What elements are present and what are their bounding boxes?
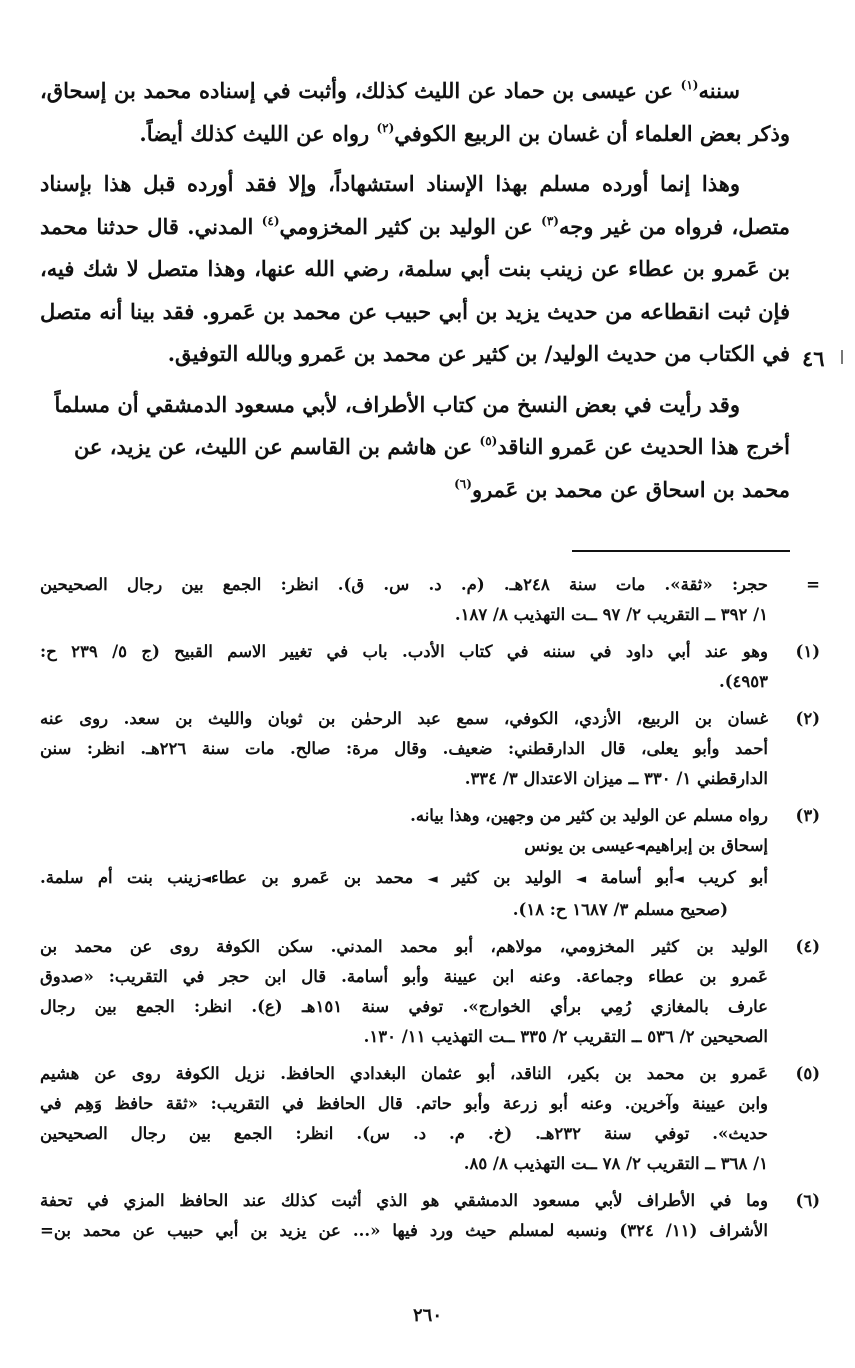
text-run: عن هاشم بن القاسم عن الليث، عن يزيد، عن محمد بن اسحاق عن محمد بن عَمرو [73, 434, 790, 502]
text-run: عن الوليد بن كثير المخزومي [279, 213, 542, 239]
footnote-line: الصحيحين ٢/ ٥٣٦ ــ التقريب ٢/ ٣٣٥ ــت التهذيب ١١/ ١٣٠. [363, 1027, 768, 1046]
paragraph-3 [40, 384, 790, 512]
arrow-left-icon: ◄ [673, 872, 684, 887]
footnote-line: وابن عيينة وآخرين. وعنه أبو زرعة وأبو حاتم. قال الحافظ في التقريب: «ثقة حافظ وَهِم في [40, 1094, 768, 1113]
footnote-number: = [806, 575, 820, 594]
arrow-left-icon: ◄ [427, 872, 438, 887]
text-run: المدني. قال حدثنا محمد بن عَمرو بن عطاء عن زينب بنت أبي سلمة، رضي الله عنها، وهذا متصل لا شك فيه، فإن ثبت انقطاعه من حديث يزيد بن أبي حبيب عن محمد بن عَمرو. فقد بينا أنه متصل في الكتاب من حديث الوليد/ بن كثير عن محمد بن عَمرو وبالله التوفيق. [40, 213, 790, 366]
footnote-line: وهو عند أبي داود في سننه في كتاب الأدب. باب في تغيير الاسم القبيح (ج ٥/ ٢٣٩ ح: [40, 642, 768, 661]
footnote-number: (٤) [795, 937, 820, 956]
chain-reference: (صحيح مسلم ٣/ ١٦٨٧ ح: ١٨). [512, 900, 728, 919]
arrow-left-icon: ◄ [634, 840, 645, 855]
isnad-chain-2 [40, 863, 768, 895]
footnote-line: رواه مسلم عن الوليد بن كثير من وجهين، وهذا بيانه. [410, 806, 768, 825]
text-run: عن عيسى بن حماد عن الليث كذلك، وأثبت في إسناده محمد بن إسحاق، وذكر بعض العلماء أن غسان بن الربيع الكوفي [40, 78, 790, 146]
footnote-ref-1[interactable]: (١) [680, 78, 699, 92]
footnote-line: الأشراف (١١/ ٣٢٤) ونسبه لمسلم حيث ورد فيها «... عن يزيد بن أبي حبيب عن محمد بن= [40, 1221, 768, 1240]
footnote-line: عارف بالمغازي رُمِي برأي الخوارج». توفي سنة ١٥١هـ (ع). انظر: الجمع بين رجال [40, 997, 768, 1016]
footnote-line: ٤٩٥٣). [718, 672, 768, 691]
footnote-ref-6[interactable]: (٦) [454, 476, 472, 491]
footnote-line: ١/ ٣٩٢ ــ التقريب ٢/ ٩٧ ــت التهذيب ٨/ ١٨٧. [454, 605, 768, 624]
arrow-left-icon: ◄ [200, 872, 211, 887]
footnote-number: (٢) [795, 709, 820, 728]
footnote-line: حديث». توفي سنة ٢٣٢هـ. (خ. م. د. س). انظر: الجمع بين رجال الصحيحين [40, 1124, 768, 1143]
footnote-line: عَمرو بن عطاء وجماعة. وعنه ابن عيينة وأبو أسامة. قال ابن حجر في التقريب: «صدوق [40, 967, 768, 986]
footnote-ref-4[interactable]: (٤) [261, 213, 280, 228]
footnote-1 [40, 637, 820, 697]
page-number: ٢٦٠ [412, 1305, 442, 1326]
text-run: وهذا إنما أورده مسلم بهذا الإسناد استشهاداً، وإلا فقد أورده قبل هذا بإسناد متصل، فرواه من غير وجه [40, 171, 790, 239]
footnote-5 [40, 1059, 820, 1179]
narrator: الوليد بن كثير [451, 868, 562, 887]
paragraph-1 [40, 70, 790, 155]
narrator: عيسى بن يونس [524, 836, 635, 855]
footnotes [40, 570, 820, 1253]
footnote-line: أحمد وأبو يعلى، قال الدارقطني: ضعيف. وقال مرة: صالح. مات سنة ٢٢٦هـ. انظر: سنن [40, 739, 768, 758]
footnote-number: (١) [795, 642, 820, 661]
main-text [40, 70, 790, 519]
narrator: أبو أسامة [600, 868, 674, 887]
footnote-number: (٣) [795, 806, 820, 825]
narrator: أبو كريب [698, 868, 768, 887]
footnote-line: الوليد بن كثير المخزومي، مولاهم، أبو محمد المدني. سكن الكوفة روى عن محمد بن [40, 937, 768, 956]
text-run: وقد رأيت في بعض النسخ من كتاب الأطراف، لأبي مسعود الدمشقي أن مسلماً أخرج هذا الحديث عن عَمرو الناقد [54, 391, 790, 459]
footnote-line: وما في الأطراف لأبي مسعود الدمشقي هو الذي أثبت كذلك عند الحافظ المزي في تحفة [40, 1191, 768, 1210]
footnote-continuation [40, 570, 820, 630]
narrator: محمد بن عَمرو بن عطاء [210, 868, 414, 887]
isnad-chain-1 [40, 831, 768, 863]
footnote-line: عَمرو بن محمد بن بكير، الناقد، أبو عثمان البغدادي الحافظ. نزيل الكوفة روى عن هشيم [40, 1064, 768, 1083]
footnote-line: الدارقطني ١/ ٣٣٠ ــ ميزان الاعتدال ٣/ ٣٣٤. [464, 769, 768, 788]
footnote-6 [40, 1186, 820, 1246]
narrator: إسحاق بن إبراهيم [644, 836, 768, 855]
footnote-3 [40, 801, 820, 925]
footnote-ref-2[interactable]: (٢) [376, 120, 395, 135]
footnote-ref-3[interactable]: (٣) [541, 213, 559, 228]
text-run: رواه عن الليث كذلك أيضاً. [139, 120, 377, 146]
text-run: سننه [698, 78, 740, 103]
footnote-separator [572, 550, 790, 552]
footnote-number: (٦) [795, 1191, 820, 1210]
paragraph-2 [40, 163, 790, 376]
margin-page-marker: ٤٦ [802, 346, 825, 371]
arrow-left-icon: ◄ [576, 872, 587, 887]
footnote-line: غسان بن الربيع، الأزدي، الكوفي، سمع عبد الرحمٰن بن ثوبان والليث بن سعد. روى عنه [40, 709, 768, 728]
footnote-4 [40, 932, 820, 1052]
footnote-number: (٥) [795, 1064, 820, 1083]
footnote-line: ١/ ٣٦٨ ــ التقريب ٢/ ٧٨ ــت التهذيب ٨/ ٨٥. [463, 1154, 768, 1173]
footnote-ref-5[interactable]: (٥) [479, 434, 498, 448]
footnote-line: حجر: «ثقة». مات سنة ٢٤٨هـ. (م. د. س. ق). انظر: الجمع بين رجال الصحيحين [40, 575, 768, 594]
footnote-2 [40, 704, 820, 794]
margin-tick [841, 350, 843, 364]
narrator: زينب بنت أم سلمة. [40, 868, 201, 887]
